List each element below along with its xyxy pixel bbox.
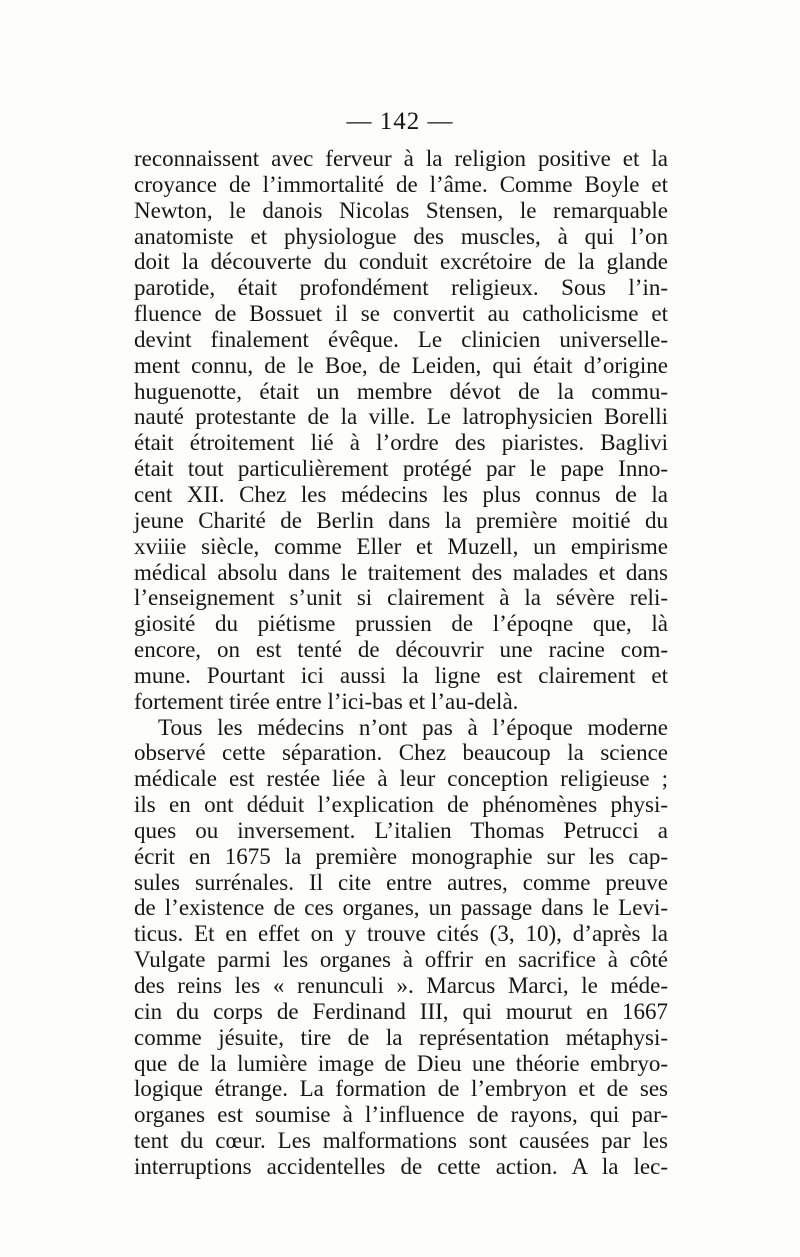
- paragraph-2: [134, 715, 668, 1180]
- text-line: Vulgate parmi les organes à offrir en sacrifice à côté: [134, 947, 668, 973]
- text-line: croyance de l’immortalité de l’âme. Comme Boyle et: [134, 171, 668, 197]
- text-line: parotide, était profondément religieux. Sous l’in-: [134, 275, 668, 301]
- text-line: était étroitement lié à l’ordre des piaristes. Baglivi: [134, 430, 668, 456]
- text-line: logique étrange. La formation de l’embryon et de ses: [134, 1076, 668, 1102]
- text-line: mune. Pourtant ici aussi la ligne est clairement et: [134, 662, 668, 688]
- text-line: fluence de Bossuet il se convertit au catholicisme et: [134, 301, 668, 327]
- text-line: organes est soumise à l’influence de rayons, qui par-: [134, 1102, 668, 1128]
- text-line: giosité du piétisme prussien de l’époqne que, là: [134, 611, 668, 637]
- text-line: doit la découverte du conduit excrétoire de la glande: [134, 249, 668, 275]
- text-line: ques ou inversement. L’italien Thomas Petrucci a: [134, 817, 668, 843]
- text-line: médicale est restée liée à leur conception religieuse ;: [134, 766, 668, 792]
- text-line: huguenotte, était un membre dévot de la commu-: [134, 378, 668, 404]
- body-text: [134, 146, 668, 1180]
- text-line: sules surrénales. Il cite entre autres, comme preuve: [134, 869, 668, 895]
- text-line: jeune Charité de Berlin dans la première moitié du: [134, 507, 668, 533]
- text-line: cin du corps de Ferdinand III, qui mourut en 1667: [134, 998, 668, 1024]
- text-line: anatomiste et physiologue des muscles, à qui l’on: [134, 223, 668, 249]
- text-line: cent XII. Chez les médecins les plus connus de la: [134, 481, 668, 507]
- text-line: reconnaissent avec ferveur à la religion positive et la: [134, 146, 668, 171]
- page-number: — 142 —: [346, 108, 454, 135]
- text-line: des reins les « renunculi ». Marcus Marci, le méde-: [134, 973, 668, 998]
- paragraph-1: [134, 146, 668, 715]
- text-line: interruptions accidentelles de cette action. A la lec-: [134, 1153, 668, 1179]
- text-line: observé cette séparation. Chez beaucoup la science: [134, 740, 668, 766]
- text-line: encore, on est tenté de découvrir une racine com-: [134, 637, 668, 663]
- text-line: ment connu, de le Boe, de Leiden, qui était d’origine: [134, 352, 668, 378]
- text-line: fortement tirée entre l’ici-bas et l’au-delà.: [134, 688, 519, 714]
- text-line: Tous les médecins n’ont pas à l’époque moderne: [158, 714, 668, 740]
- text-line: était tout particulièrement protégé par le pape Inno-: [134, 456, 668, 482]
- text-line: que de la lumière image de Dieu une théorie embryo-: [134, 1050, 668, 1076]
- text-line: Newton, le danois Nicolas Stensen, le remarquable: [134, 197, 668, 223]
- text-line: ticus. Et en effet on y trouve cités (3, 10), d’après la: [134, 921, 668, 947]
- text-line: de l’existence de ces organes, un passage dans le Levi-: [134, 895, 668, 921]
- text-line: ils en ont déduit l’explication de phénomènes physi-: [134, 792, 668, 818]
- text-line: nauté protestante de la ville. Le latrophysicien Borelli: [134, 404, 668, 430]
- text-line: l’enseignement s’unit si clairement à la sévère reli-: [134, 585, 668, 611]
- text-line: xviiie siècle, comme Eller et Muzell, un empirisme: [134, 533, 668, 559]
- text-line: tent du cœur. Les malformations sont causées par les: [134, 1128, 668, 1154]
- text-line: médical absolu dans le traitement des malades et dans: [134, 559, 668, 585]
- text-line: devint finalement évêque. Le clinicien universelle-: [134, 326, 668, 352]
- text-line: comme jésuite, tire de la représentation métaphysi-: [134, 1024, 668, 1050]
- text-line: écrit en 1675 la première monographie sur les cap-: [134, 843, 668, 869]
